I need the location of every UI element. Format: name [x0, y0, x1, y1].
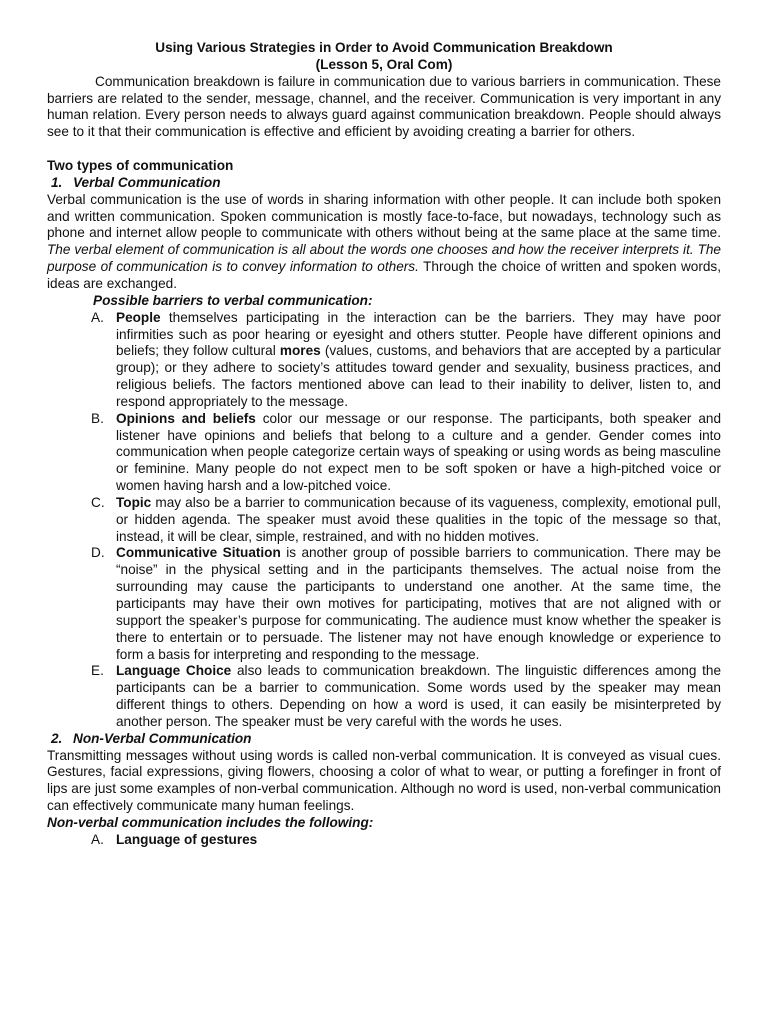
barrier-term-mores: mores: [279, 343, 321, 359]
verbal-barriers-heading: Possible barriers to verbal communication:: [93, 292, 373, 308]
title-line-2: (Lesson 5, Oral Com): [315, 56, 453, 72]
verbal-barriers-list: [47, 310, 721, 731]
barrier-item-topic: [91, 494, 721, 546]
barrier-text-continued: (values, customs, and behaviors that are accepted by a particular group); or they adhere to society’s attitudes toward gender and sexuality, business practices, and religious beliefs. The factors mentioned above can lead to their inability to deliver, listen to, and respond appropriately to the message.: [116, 343, 721, 409]
intro-paragraph: Communication breakdown is failure in communication due to various barriers in communication. These barriers are related to the sender, message, channel, and the receiver. Communication is very important in any human relation. Every person needs to always guard against communication breakdown. People should always see to it that their communication is effective and efficient by avoiding creating a barrier for others.: [47, 73, 721, 140]
nonverbal-includes-heading: Non-verbal communication includes the following:: [47, 814, 374, 830]
barrier-text: also leads to communication breakdown. The linguistic differences among the participants can be a barrier to communication. Some words used by the speaker may mean different things to others. Depending on how a word is used, it can easily be misinterpreted by another person. The speaker must be very careful with the words he uses.: [116, 663, 722, 729]
barrier-text: is another group of possible barriers to communication. There may be “noise” in the physical setting and in the participants themselves. The actual noise from the surrounding may cause the participants to understand one another. At the same time, the participants may have their own motives for participating, motives that are not aligned with or support the speaker’s purpose for communicating. The audience must know whether the speaker is there to entertain or to persuade. The listener may not have enough knowledge or experience to form a basis for interpreting and responding to the message.: [116, 545, 721, 662]
nonverbal-heading-text: Non-Verbal Communication: [73, 730, 252, 746]
nonverbal-heading: [47, 731, 721, 748]
title-line-1: Using Various Strategies in Order to Avoid Communication Breakdown: [155, 40, 613, 55]
barrier-term: Communicative Situation: [116, 545, 281, 561]
nonverbal-list: [47, 832, 721, 849]
list-marker: A.: [91, 309, 104, 325]
list-marker: B.: [91, 410, 104, 426]
nonverbal-term: Language of gestures: [116, 831, 258, 847]
barrier-item-language: [91, 663, 722, 730]
verbal-paragraph: [47, 192, 721, 293]
list-marker: D.: [91, 545, 105, 561]
barrier-item-opinions: [91, 410, 722, 495]
barrier-item-people: [91, 309, 721, 411]
spacer: [47, 141, 721, 158]
barrier-term: Language Choice: [116, 663, 232, 679]
verbal-number: 1.: [51, 174, 63, 190]
verbal-heading: [47, 175, 721, 192]
barrier-term: Topic: [116, 494, 152, 510]
list-marker: C.: [91, 494, 105, 510]
barrier-text: color our message or our response. The participants, both speaker and listener have opinions and beliefs that belong to a culture and a gender. Gender comes into communication when people categorize certain ways of speaking or using words as being masculine or feminine. Many people do not expect men to be soft spoken or have a high-pitched voice or women having harsh and a low-pitched voice.: [116, 410, 722, 494]
list-marker: E.: [91, 663, 104, 679]
barrier-term: People: [116, 309, 161, 325]
barrier-term: Opinions and beliefs: [116, 410, 256, 426]
verbal-para-start: Verbal communication is the use of words in sharing information with other people. It can include both spoken and written communication. Spoken communication is mostly face-to-face, but nowadays, technology such as phone and internet allow people to communicate with others without being at the same place at the same time.: [47, 191, 721, 241]
document-title: [47, 40, 721, 74]
list-marker: A.: [91, 831, 104, 847]
nonverbal-paragraph: Transmitting messages without using words is called non-verbal communication. It is conveyed as visual cues. Gestures, facial expressions, giving flowers, choosing a color of what to wear, or putting a forefinger in front of lips are just some examples of non-verbal communication. Although no word is used, non-verbal communication can effectively communicate many human feelings.: [47, 747, 721, 814]
verbal-para-italic: The verbal element of communication is all about the words one chooses and how the receiver interprets it. The purpose of communication is to convey information to others.: [47, 242, 721, 275]
nonverbal-number: 2.: [51, 730, 63, 746]
barrier-text: may also be a barrier to communication because of its vagueness, complexity, emotional pull, or hidden agenda. The speaker must avoid these qualities in the topic of the message so that, instead, it will be clear, simple, restrained, and with no hidden motives.: [116, 494, 721, 544]
barrier-text: themselves participating in the interaction can be the barriers. They may have poor infirmities such as poor hearing or eyesight and others stutter. People have different opinions and beliefs; they follow cultural: [116, 309, 721, 359]
types-heading: Two types of communication: [47, 158, 234, 174]
nonverbal-item-gestures: [91, 831, 721, 849]
barrier-item-situation: [91, 545, 721, 663]
verbal-heading-text: Verbal Communication: [73, 174, 221, 190]
verbal-para-end: Through the choice of written and spoken words, ideas are exchanged.: [47, 259, 721, 291]
